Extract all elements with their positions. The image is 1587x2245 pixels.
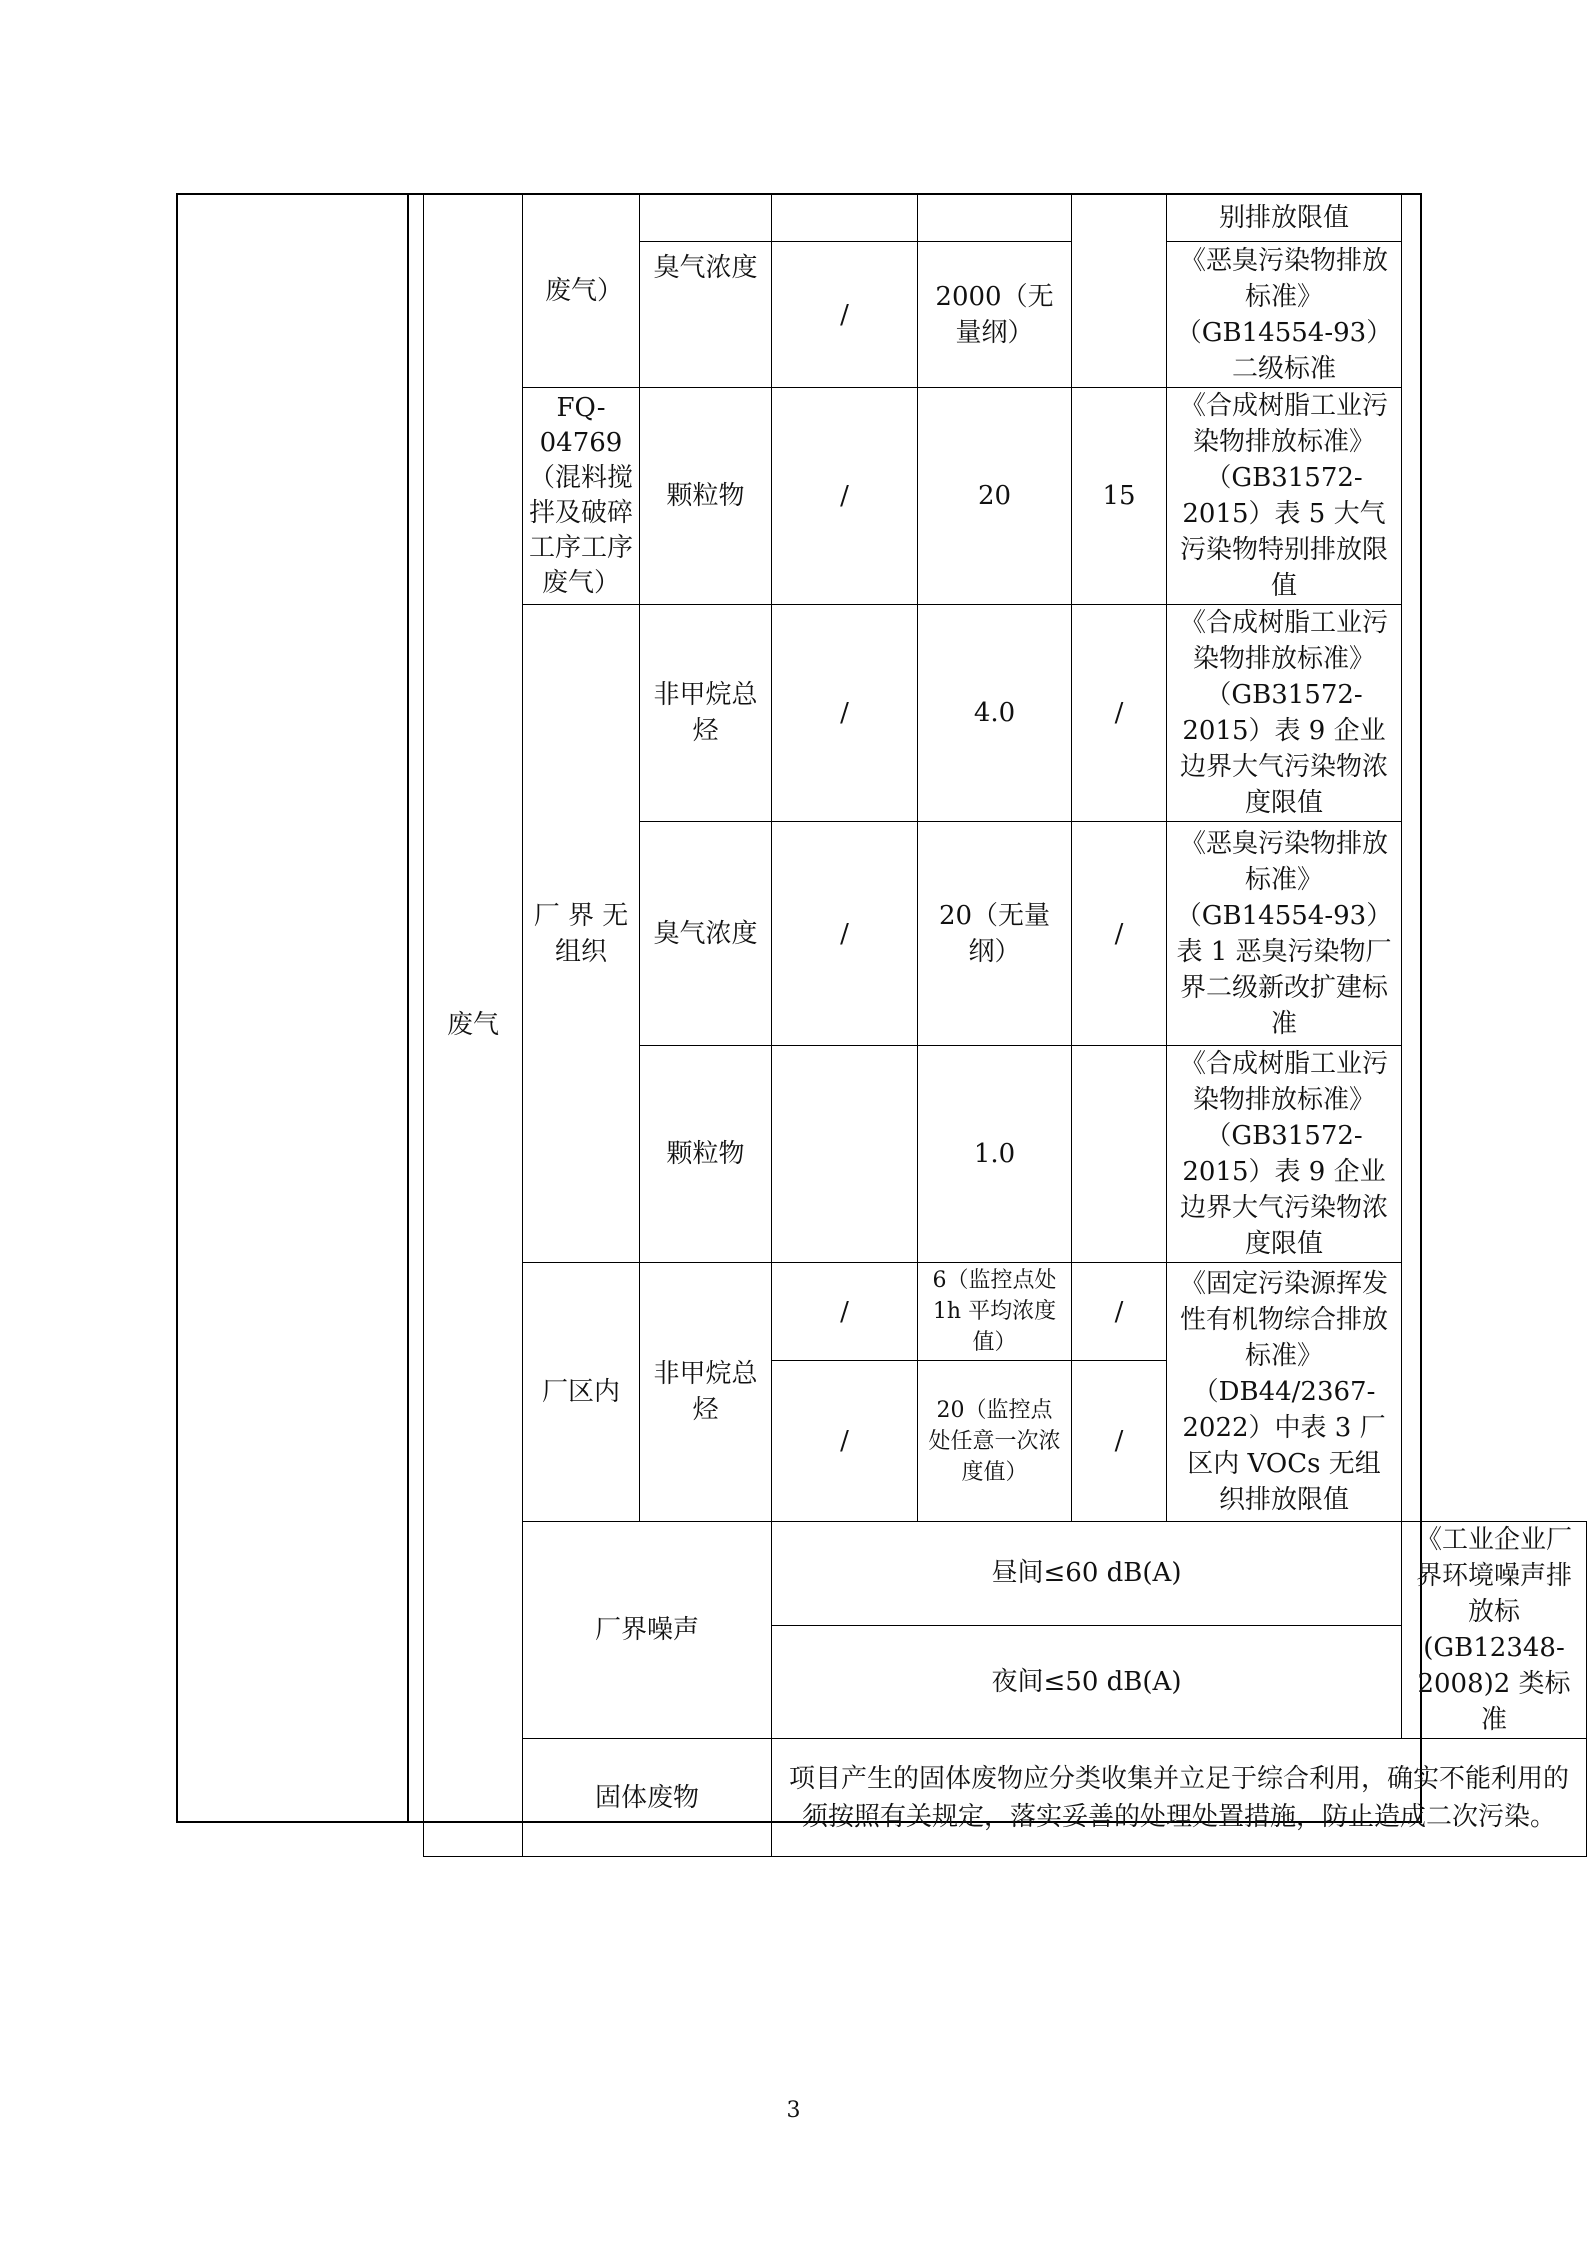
limit-cell: 2000（无量纲） [918, 242, 1072, 388]
height-cell: / [1072, 822, 1167, 1046]
table-row [424, 194, 1587, 242]
pollutant-cell: 臭气浓度 [640, 242, 772, 388]
pollutant-cell: 非甲烷总烃 [640, 1263, 772, 1522]
limit-cell: 20（无量纲） [918, 822, 1072, 1046]
table-row [424, 388, 1587, 605]
table-row [424, 605, 1587, 822]
height-cell [1072, 1046, 1167, 1263]
limit-cell: 4.0 [918, 605, 1072, 822]
height-cell: / [1072, 1361, 1167, 1522]
height-cell: / [1072, 1263, 1167, 1361]
source-cell: FQ-04769（混料搅拌及破碎工序工序废气） [523, 388, 640, 605]
height-cell [1072, 194, 1167, 388]
rate-cell: / [772, 605, 918, 822]
outer-column-divider [407, 195, 409, 1821]
table-row [424, 1263, 1587, 1361]
height-cell: 15 [1072, 388, 1167, 605]
table-row [424, 1739, 1587, 1857]
standard-cell: 《合成树脂工业污染物排放标准》（GB31572-2015）表 5 大气污染物特别排放限值 [1167, 388, 1402, 605]
rate-cell: / [772, 822, 918, 1046]
standard-cell: 别排放限值 [1167, 194, 1402, 242]
emission-standards-table [423, 193, 1587, 1857]
noise-day-limit: 昼间≤60 dB(A) [772, 1522, 1402, 1626]
limit-cell: 20（监控点处任意一次浓度值） [918, 1361, 1072, 1522]
limit-cell: 6（监控点处 1h 平均浓度值） [918, 1263, 1072, 1361]
standard-cell: 《合成树脂工业污染物排放标准》（GB31572-2015）表 9 企业边界大气污染物浓度限值 [1167, 605, 1402, 822]
standard-cell: 《固定污染源挥发性有机物综合排放标准》（DB44/2367-2022）中表 3 厂区内 VOCs 无组织排放限值 [1167, 1263, 1402, 1522]
factory-inside-label: 厂区内 [523, 1263, 640, 1522]
pollutant-cell [640, 194, 772, 242]
solid-waste-label: 固体废物 [523, 1739, 772, 1857]
rate-cell [772, 1046, 918, 1263]
limit-cell [918, 194, 1072, 242]
page-number: 3 [786, 2098, 801, 2123]
rate-cell: / [772, 1361, 918, 1522]
standard-cell: 《合成树脂工业污染物排放标准》（GB31572-2015）表 9 企业边界大气污染物浓度限值 [1167, 1046, 1402, 1263]
rate-cell [772, 194, 918, 242]
rate-cell: / [772, 388, 918, 605]
pollutant-cell: 颗粒物 [640, 1046, 772, 1263]
source-cell: 废气） [523, 194, 640, 388]
rate-cell: / [772, 1263, 918, 1361]
standard-cell: 《工业企业厂界环境噪声排放标(GB12348-2008)2 类标准 [1402, 1522, 1587, 1739]
standard-cell: 《恶臭污染物排放标准》（GB14554-93）二级标准 [1167, 242, 1402, 388]
boundary-unorganized-label: 厂 界 无组织 [523, 605, 640, 1263]
limit-cell: 20 [918, 388, 1072, 605]
solid-waste-text: 项目产生的固体废物应分类收集并立足于综合利用，确实不能利用的须按照有关规定，落实妥善的处理处置措施，防止造成二次污染。 [772, 1739, 1587, 1857]
table-row [424, 1522, 1587, 1626]
noise-label: 厂界噪声 [523, 1522, 772, 1739]
rate-cell: / [772, 242, 918, 388]
standard-cell: 《恶臭污染物排放标准》（GB14554-93）表 1 恶臭污染物厂界二级新改扩建标准 [1167, 822, 1402, 1046]
noise-night-limit: 夜间≤50 dB(A) [772, 1625, 1402, 1738]
pollutant-cell: 臭气浓度 [640, 822, 772, 1046]
category-exhaust: 废气 [424, 194, 523, 1857]
limit-cell: 1.0 [918, 1046, 1072, 1263]
height-cell: / [1072, 605, 1167, 822]
pollutant-cell: 颗粒物 [640, 388, 772, 605]
pollutant-cell: 非甲烷总烃 [640, 605, 772, 822]
